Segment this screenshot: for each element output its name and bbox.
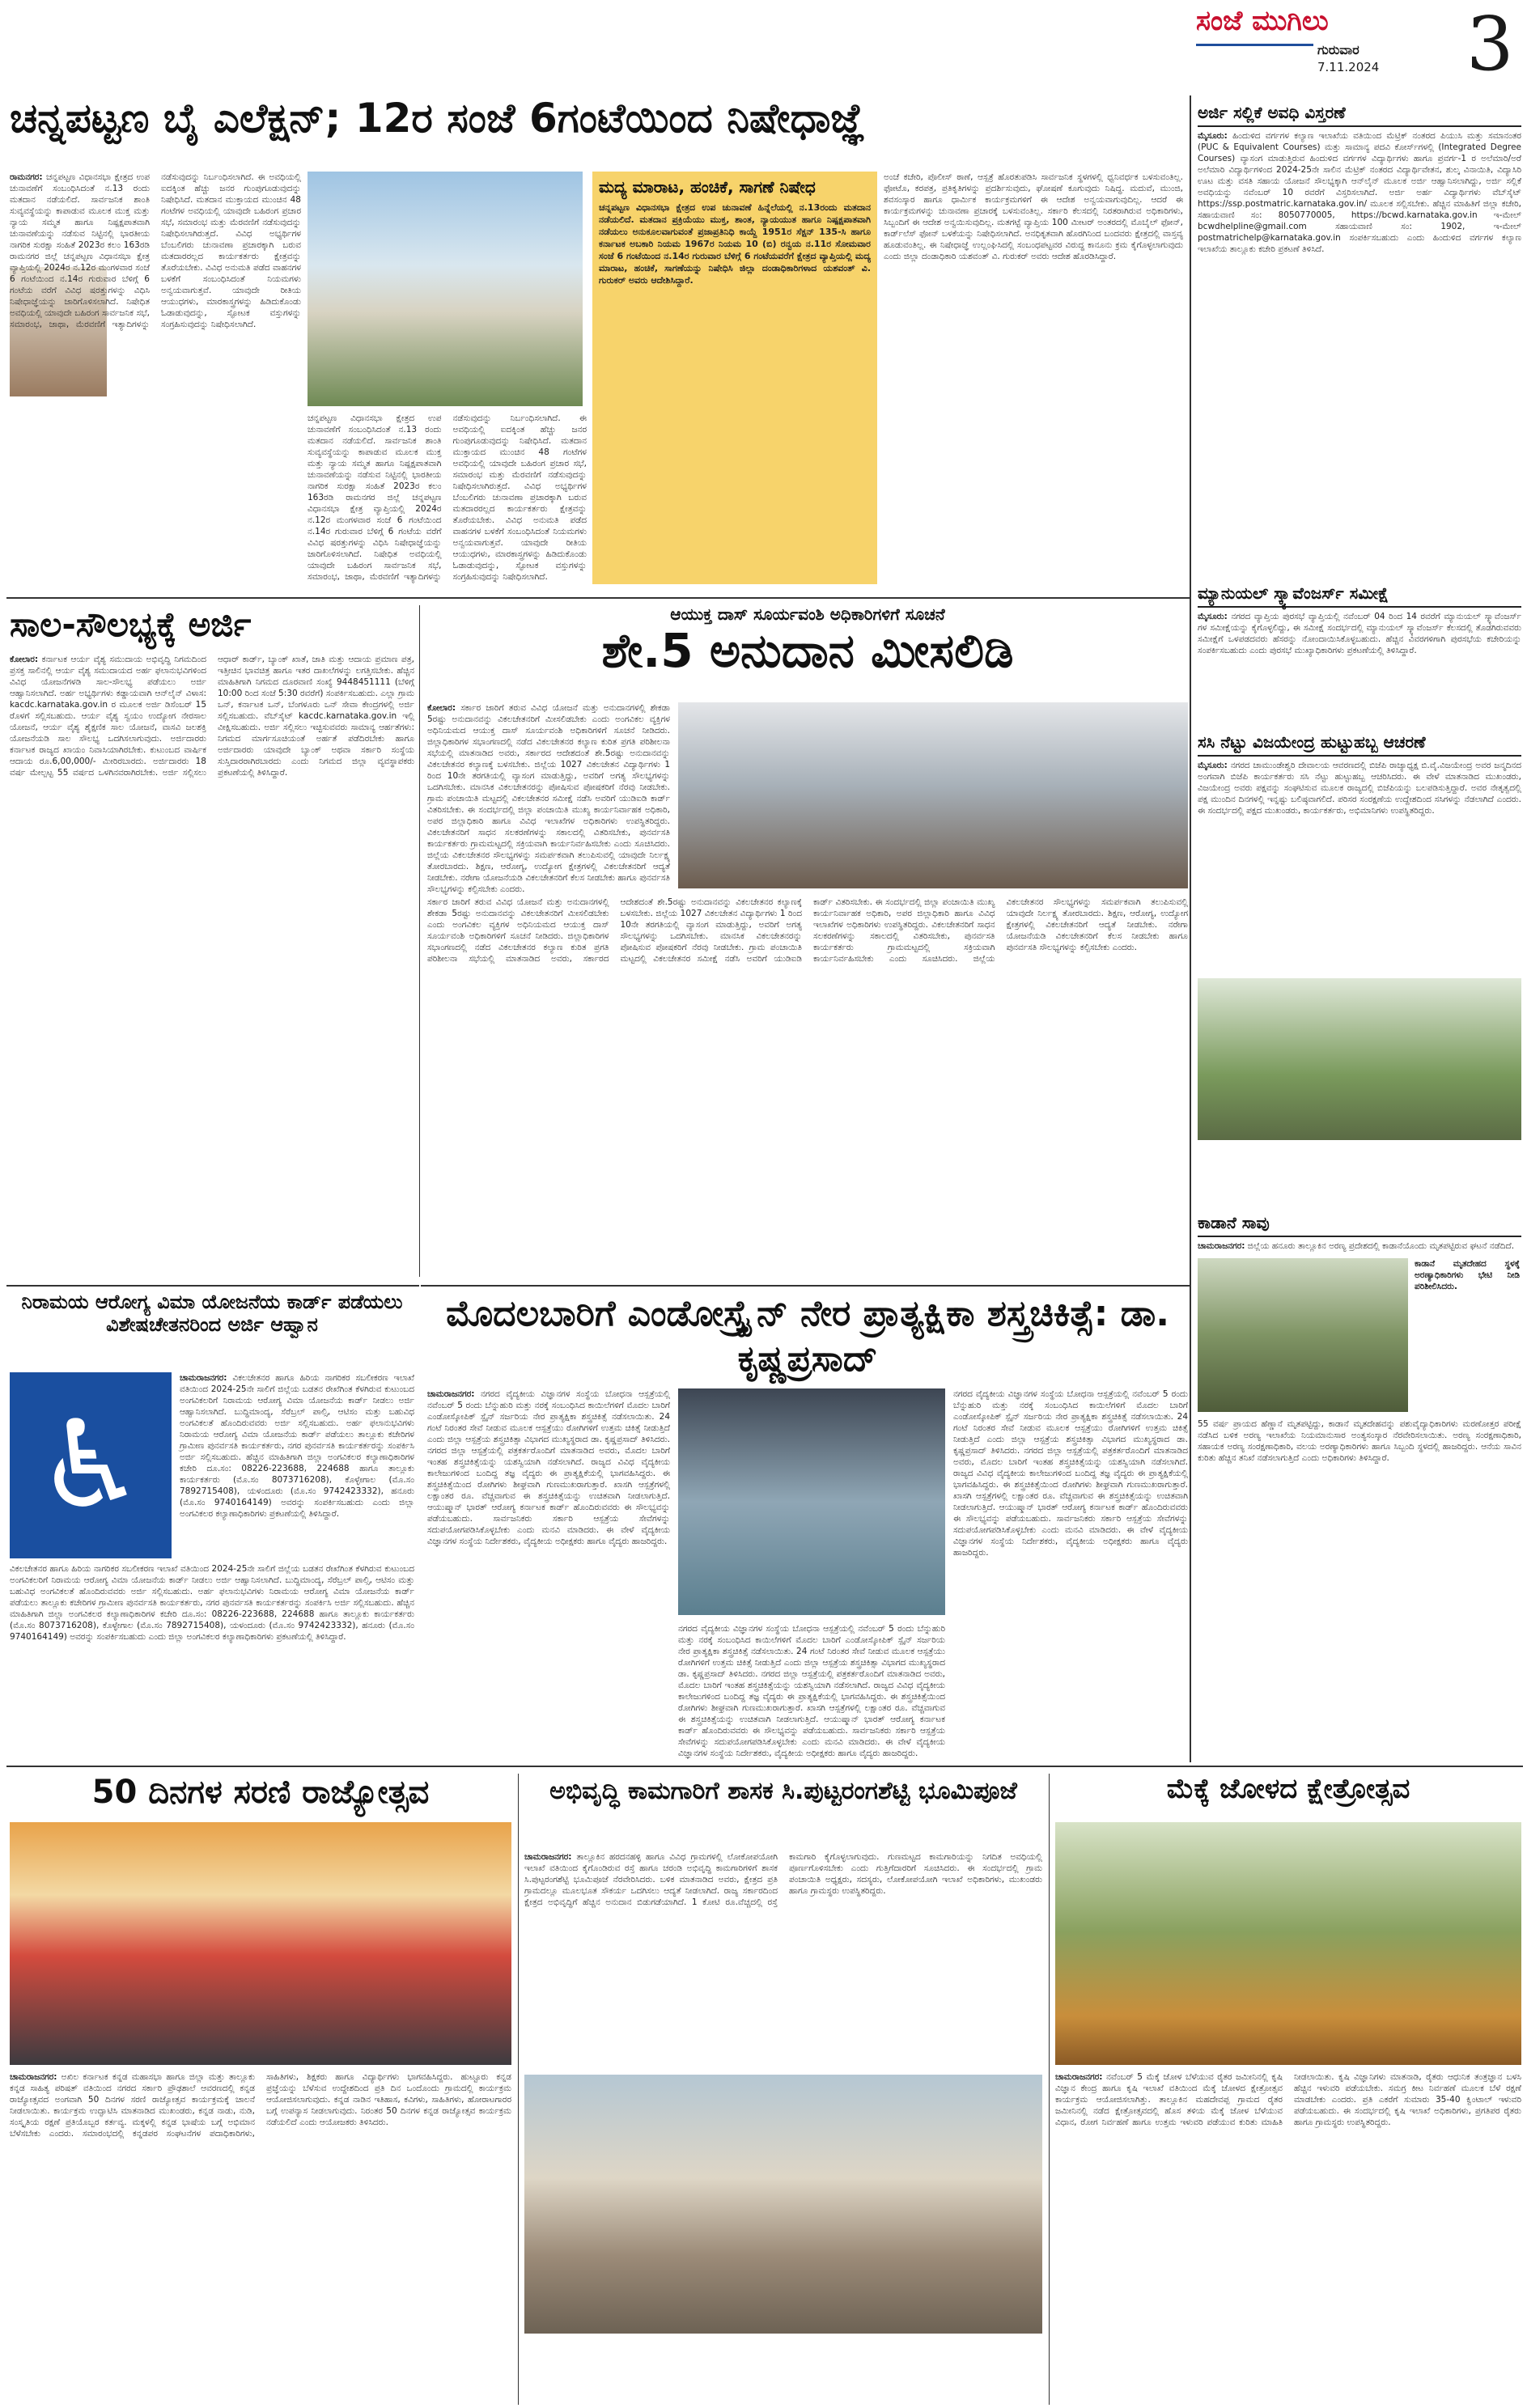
liquor-ban-box [592,172,877,584]
article-rajyotsava [10,1774,511,2405]
article-elephant-death [1198,1214,1521,1772]
article-title: ಸಾಲ-ಸೌಲಭ್ಯಕ್ಕೆ ಅರ್ಜಿ [10,605,252,644]
dateline: ಚಾಮರಾಜನಗರ: [1198,1241,1245,1251]
top-story-side: ಅಂಚೆ ಕಚೇರಿ, ಪೊಲೀಸ್ ಠಾಣೆ, ಆಸ್ಪತ್ರೆ ಹೊರತುಪಡಿಸಿ ಸಾರ್ವಜನಿಕ ಸ್ಥಳಗಳಲ್ಲಿ ಧ್ವನಿವರ್ಧಕ ಬಳಸುವಂತಿಲ್ಲ. ಫೋಟೊ, ಕರಪತ್ರ, ಪ್ರತಿಕೃತಿಗಳನ್ನು ಪ್ರದರ್ಶಿಸುವುದು, ಘೋಷಣೆ ಕೂಗುವುದು ನಿಷಿದ್ಧ. ಮದುವೆ, ಮುಂಜಿ, ಶವಸಂಸ್ಕಾರ ಹಾಗೂ ಧಾರ್ಮಿಕ ಕಾರ್ಯಕ್ರಮಗಳಿಗೆ ಈ ಆದೇಶ ಅನ್ವಯವಾಗುವುದಿಲ್ಲ. ಆದರೆ ಈ ಕಾರ್ಯಕ್ರಮಗಳನ್ನು ಚುನಾವಣಾ ಪ್ರಚಾರಕ್ಕೆ ಬಳಸುವಂತಿಲ್ಲ. ಸರ್ಕಾರಿ ಕೆಲಸದಲ್ಲಿ ನಿರತರಾಗಿರುವ ಅಧಿಕಾರಿಗಳು, ಸಿಬ್ಬಂದಿಗೆ ಈ ಆದೇಶ ಅನ್ವಯಿಸುವುದಿಲ್ಲ. ಮತಗಟ್ಟೆ ವ್ಯಾಪ್ತಿಯ 100 ಮೀಟರ್ ಅಂತರದಲ್ಲಿ ಮೊಬೈಲ್ ಫೋನ್, ಕಾರ್ಡ್‌ಲೆಸ್ ಫೋನ್ ಬಳಕೆಯನ್ನು ನಿಷೇಧಿಸಲಾಗಿದೆ. ಅನಧಿಕೃತವಾಗಿ ಹೊರಗಿನಿಂದ ಬಂದವರು ಕ್ಷೇತ್ರದಲ್ಲಿ ವಾಸ್ತವ್ಯ ಹೂಡುವಂತಿಲ್ಲ. ಈ ನಿಷೇಧಾಜ್ಞೆ ಉಲ್ಲಂಘಿಸಿದಲ್ಲಿ ಸಂಬಂಧಪಟ್ಟವರ ವಿರುದ್ಧ ಕಾನೂನು ಕ್ರಮ ಕೈಗೊಳ್ಳಲಾಗುವುದು ಎಂದು ಜಿಲ್ಲಾ ದಂಡಾಧಿಕಾರಿ ಯಶವಂತ್ ವಿ. ಗುರುಕರ್ ಅವರು ಆದೇಶ ಹೊರಡಿಸಿದ್ದಾರೆ. [884,172,1183,261]
article-scavengers-survey [1198,584,1521,730]
body-text: ಕರ್ನಾಟಕ ಆರ್ಯ ವೈಶ್ಯ ಸಮುದಾಯ ಅಭಿವೃದ್ಧಿ ನಿಗಮದಿಂದ ಪ್ರಸಕ್ತ ಸಾಲಿನಲ್ಲಿ ಆರ್ಯ ವೈಶ್ಯ ಸಮುದಾಯದ ಅರ್ಹ ಫಲಾನುಭವಿಗಳಿಂದ ವಿವಿಧ ಯೋಜನೆಗಳಡಿ ಸಾಲ-ಸೌಲಭ್ಯ ಪಡೆಯಲು ಅರ್ಜಿ ಆಹ್ವಾನಿಸಲಾಗಿದೆ. ಅರ್ಹ ಅಭ್ಯರ್ಥಿಗಳು ಕಡ್ಡಾಯವಾಗಿ ಆನ್‌ಲೈನ್ ವಿಳಾಸ: kacdc.karnataka.gov.in ರ ಮೂಲಕ ಅರ್ಜಿ ಡಿಸೆಂಬರ್ 15 ರೊಳಗೆ ಸಲ್ಲಿಸಬಹುದು. ಆರ್ಯ ವೈಶ್ಯ ಸ್ವಯಂ ಉದ್ಯೋಗ ನೇರಸಾಲ ಯೋಜನೆ, ಆರ್ಯ ವೈಶ್ಯ ಶೈಕ್ಷಣಿಕ ಸಾಲ ಯೋಜನೆ, ವಾಸವಿ ಜಲಶಕ್ತಿ ಯೋಜನೆಯಡಿ ಸಾಲ ಸೌಲಭ್ಯ ಒದಗಿಸಲಾಗುವುದು. ಅರ್ಜಿದಾರರು ಕರ್ನಾಟಕ ರಾಜ್ಯದ ಖಾಯಂ ನಿವಾಸಿಯಾಗಿರಬೇಕು. ಕುಟುಂಬದ ವಾರ್ಷಿಕ ಆದಾಯ ರೂ.6,00,000/- ಮೀರಿರಬಾರದು. ಅರ್ಜಿದಾರರು 18 ವರ್ಷ ಮೇಲ್ಪಟ್ಟ 55 ವರ್ಷದ ಒಳಗಿನವರಾಗಿರಬೇಕು. ಅರ್ಜಿ ಸಲ್ಲಿಸಲು ಆಧಾರ್ ಕಾರ್ಡ್, ಬ್ಯಾಂಕ್ ಖಾತೆ, ಜಾತಿ ಮತ್ತು ಆದಾಯ ಪ್ರಮಾಣ ಪತ್ರ, ಇತ್ತೀಚಿನ ಭಾವಚಿತ್ರ ಹಾಗೂ ಇತರ ದಾಖಲೆಗಳನ್ನು ಲಗತ್ತಿಸಬೇಕು. ಹೆಚ್ಚಿನ ಮಾಹಿತಿಗಾಗಿ ನಿಗಮದ ದೂರವಾಣಿ ಸಂಖ್ಯೆ 9448451111 (ಬೆಳಿಗ್ಗೆ 10:00 ರಿಂದ ಸಂಜೆ 5:30 ರವರೆಗೆ) ಸಂಪರ್ಕಿಸಬಹುದು. ಎಲ್ಲಾ ಗ್ರಾಮ ಒನ್, ಕರ್ನಾಟಕ ಒನ್, ಬೆಂಗಳೂರು ಒನ್ ಸೇವಾ ಕೇಂದ್ರಗಳಲ್ಲಿ ಅರ್ಜಿ ಸಲ್ಲಿಸಬಹುದು. ವೆಬ್‌ಸೈಟ್ kacdc.karnataka.gov.in ಇಲ್ಲಿ ವೀಕ್ಷಿಸಬಹುದು. ಅರ್ಜಿ ಸಲ್ಲಿಸಲು ಇಚ್ಛಿಸುವವರು ಸಾಮಾನ್ಯ ಆರ್ಹತೆಗಳು: ನಿಗಮದ ಮಾರ್ಗಸೂಚಿಯಂತೆ ಅರ್ಹತೆ ಪಡೆದಿರಬೇಕು ಹಾಗೂ ಅರ್ಜಿದಾರರು ಯಾವುದೇ ಬ್ಯಾಂಕ್ ಅಥವಾ ಸರ್ಕಾರಿ ಸಂಸ್ಥೆಯ ಸುಸ್ತಿದಾರರಾಗಿರಬಾರದು ಎಂದು ನಿಗಮದ ಜಿಲ್ಲಾ ವ್ಯವಸ್ಥಾಪಕರು ಪ್ರಕಟಣೆಯಲ್ಲಿ ತಿಳಿಸಿದ್ದಾರೆ. [10,655,414,778]
body-text: ಹಿಂದುಳಿದ ವರ್ಗಗಳ ಕಲ್ಯಾಣ ಇಲಾಖೆಯ ವತಿಯಿಂದ ಮೆಟ್ರಿಕ್ ನಂತರದ ಪಿಯುಸಿ ಮತ್ತು ಸಮಾನಂತರ (PUC & Equivalent Courses) ಮತ್ತು ಸಾಮಾನ್ಯ ಪದವಿ ಕೋರ್ಸ್‌ಗಳಲ್ಲಿ (Integrated Degree Courses) ವ್ಯಾಸಂಗ ಮಾಡುತ್ತಿರುವ ಹಿಂದುಳಿದ ವರ್ಗಗಳ ವಿದ್ಯಾರ್ಥಿಗಳು ಹಾಗೂ ಪ್ರವರ್ಗ-1 ರ ಅಲೆಮಾರಿ/ಅರೆ ಅಲೆಮಾರಿ ವಿದ್ಯಾರ್ಥಿಗಳಿಂದ 2024-25ನೇ ಸಾಲಿನ ಮೆಟ್ರಿಕ್ ನಂತರದ ವಿದ್ಯಾರ್ಥಿವೇತನ, ಶುಲ್ಕ ವಿನಾಯಿತಿ, ವಿದ್ಯಾಸಿರಿ ಊಟ ಮತ್ತು ವಸತಿ ಸಹಾಯ ಯೋಜನೆ ಸೌಲಭ್ಯಕ್ಕಾಗಿ ಆನ್‌ಲೈನ್ ಮೂಲಕ ಅರ್ಜಿ ಆಹ್ವಾನಿಸಲಾಗಿದ್ದು, ಅರ್ಜಿ ಸಲ್ಲಿಕೆ ಅವಧಿಯನ್ನು ನವೆಂಬರ್ 10 ರವರೆಗೆ ವಿಸ್ತರಿಸಲಾಗಿದೆ. ಅರ್ಜಿ ಅರ್ಹ ವಿದ್ಯಾರ್ಥಿಗಳು ವೆಬ್‌ಸೈಟ್ https://ssp.postmatric.karnataka.gov.in/ ಮೂಲಕ ಸಲ್ಲಿಸಬೇಕು. ಹೆಚ್ಚಿನ ಮಾಹಿತಿಗೆ ಜಿಲ್ಲಾ ಕಚೇರಿ, ಸಹಾಯವಾಣಿ ಸಂ: 8050770005, https://bcwd.karnataka.gov.in ಇ-ಮೇಲ್ bcwdhelpline@gmail.com ಸಹಾಯವಾಣಿ ಸಂ: 1902, ಇ-ಮೇಲ್ postmatrichelp@karnataka.gov.in ಸಂಪರ್ಕಿಸಬಹುದು ಎಂದು ಹಿಂದುಳಿದ ವರ್ಗಗಳ ಕಲ್ಯಾಣ ಇಲಾಖೆಯ ತಾಲ್ಲೂಕು ಕಚೇರಿ ಪ್ರಕಟಣೆ ತಿಳಿಸಿದೆ. [1198,131,1521,254]
dateline: ಚಾಮರಾಜನಗರ: [1055,2072,1103,2082]
article-loan [10,605,414,1277]
article-health-card [10,1291,414,1761]
dateline: ಚಾಮರಾಜನಗರ: [524,1852,572,1862]
article-endoscopy [427,1291,1188,1761]
elephant-photo [1198,1258,1408,1412]
article-title: ಮೊದಲಬಾರಿಗೆ ಎಂಡೋಸ್ಕ್ರೈನ್ ನೇರ ಪ್ರಾತ್ಯಕ್ಷಿಕಾ ಶಸ್ತ್ರಚಿಕಿತ್ಸೆ: ಡಾ. ಕೃಷ್ಣಪ್ರಸಾದ್ [446,1293,1169,1380]
masthead-title: ಸಂಜೆ ಮುಗಿಲು [1196,5,1329,37]
body-text: ಅಖಿಲ ಕರ್ನಾಟಕ ಕನ್ನಡ ಮಹಾಸಭಾ ಹಾಗೂ ಜಿಲ್ಲಾ ಮತ್ತು ತಾಲ್ಲೂಕು ಕನ್ನಡ ಸಾಹಿತ್ಯ ಪರಿಷತ್ ವತಿಯಿಂದ ನಗರದ ಸರ್ಕಾರಿ ಪ್ರೌಢಶಾಲೆ ಆವರಣದಲ್ಲಿ ಕನ್ನಡ ರಾಜ್ಯೋತ್ಸವದ ಅಂಗವಾಗಿ 50 ದಿನಗಳ ಸರಣಿ ರಾಜ್ಯೋತ್ಸವ ಕಾರ್ಯಕ್ರಮಕ್ಕೆ ಚಾಲನೆ ನೀಡಲಾಯಿತು. ಕಾರ್ಯಕ್ರಮ ಉದ್ಘಾಟಿಸಿ ಮಾತನಾಡಿದ ಮುಖಂಡರು, ಕನ್ನಡ ನಾಡು, ನುಡಿ, ಸಂಸ್ಕೃತಿಯ ರಕ್ಷಣೆ ಪ್ರತಿಯೊಬ್ಬರ ಕರ್ತವ್ಯ. ಮಕ್ಕಳಲ್ಲಿ ಕನ್ನಡ ಭಾಷೆಯ ಬಗ್ಗೆ ಅಭಿಮಾನ ಬೆಳೆಸಬೇಕು ಎಂದರು. ಸಮಾರಂಭದಲ್ಲಿ ಕನ್ನಡಪರ ಸಂಘಟನೆಗಳ ಪದಾಧಿಕಾರಿಗಳು, ಸಾಹಿತಿಗಳು, ಶಿಕ್ಷಕರು ಹಾಗೂ ವಿದ್ಯಾರ್ಥಿಗಳು ಭಾಗವಹಿಸಿದ್ದರು. ಹುಟ್ಟೂರು ಕನ್ನಡ ಪ್ರಜ್ಞೆಯನ್ನು ಬೆಳೆಸುವ ಉದ್ದೇಶದಿಂದ ಪ್ರತಿ ದಿನ ಒಂದೊಂದು ಗ್ರಾಮದಲ್ಲಿ ಕಾರ್ಯಕ್ರಮ ಆಯೋಜಿಸಲಾಗುವುದು. ಕನ್ನಡ ನಾಡಿನ ಇತಿಹಾಸ, ಕವಿಗಳು, ಸಾಹಿತಿಗಳು, ಹೋರಾಟಗಾರರ ಬಗ್ಗೆ ಉಪನ್ಯಾಸ ನೀಡಲಾಗುವುದು. ನಿರಂತರ 50 ದಿನಗಳ ಕನ್ನಡ ರಾಜ್ಯೋತ್ಸವ ಕಾರ್ಯಕ್ರಮ ನಡೆಯಲಿದೆ ಎಂದು ಆಯೋಜಕರು ತಿಳಿಸಿದರು. [10,2072,511,2139]
body-text-3: ನಗರದ ವೈದ್ಯಕೀಯ ವಿಜ್ಞಾನಗಳ ಸಂಸ್ಥೆಯ ಬೋಧನಾ ಆಸ್ಪತ್ರೆಯಲ್ಲಿ ನವೆಂಬರ್ 5 ರಂದು ಬೆನ್ನುಹುರಿ ಮತ್ತು ನರಕ್ಕೆ ಸಂಬಂಧಿಸಿದ ಕಾಯಿಲೆಗಳಿಗೆ ಮೊದಲ ಬಾರಿಗೆ ಎಂಡೋಸ್ಕೋಪಿಕ್ ಸ್ಪೈನ್ ಸರ್ಜರಿಯ ನೇರ ಪ್ರಾತ್ಯಕ್ಷಿಕಾ ಶಸ್ತ್ರಚಿಕಿತ್ಸೆ ನಡೆಸಲಾಯಿತು. 24 ಗಂಟೆ ನಿರಂತರ ಸೇವೆ ನೀಡುವ ಮೂಲಕ ಆಸ್ಪತ್ರೆಯು ರೋಗಿಗಳಿಗೆ ಉತ್ತಮ ಚಿಕಿತ್ಸೆ ನೀಡುತ್ತಿದೆ ಎಂದು ಜಿಲ್ಲಾ ಆಸ್ಪತ್ರೆಯ ಶಸ್ತ್ರಚಿಕಿತ್ಸಾ ವಿಭಾಗದ ಮುಖ್ಯಸ್ಥರಾದ ಡಾ. ಕೃಷ್ಣಪ್ರಸಾದ್ ತಿಳಿಸಿದರು. ನಗರದ ಜಿಲ್ಲಾ ಆಸ್ಪತ್ರೆಯಲ್ಲಿ ಪತ್ರಕರ್ತರೊಂದಿಗೆ ಮಾತನಾಡಿದ ಅವರು, ಮೊದಲ ಬಾರಿಗೆ ಇಂತಹ ಶಸ್ತ್ರಚಿಕಿತ್ಸೆಯನ್ನು ಯಶಸ್ವಿಯಾಗಿ ನಡೆಸಲಾಗಿದೆ. ರಾಜ್ಯದ ವಿವಿಧ ವೈದ್ಯಕೀಯ ಕಾಲೇಜುಗಳಿಂದ ಬಂದಿದ್ದ ತಜ್ಞ ವೈದ್ಯರು ಈ ಪ್ರಾತ್ಯಕ್ಷಿಕೆಯಲ್ಲಿ ಭಾಗವಹಿಸಿದ್ದರು. ಈ ಶಸ್ತ್ರಚಿಕಿತ್ಸೆಯಿಂದ ರೋಗಿಗಳು ಶೀಘ್ರವಾಗಿ ಗುಣಮುಖರಾಗುತ್ತಾರೆ. ಖಾಸಗಿ ಆಸ್ಪತ್ರೆಗಳಲ್ಲಿ ಲಕ್ಷಾಂತರ ರೂ. ವೆಚ್ಚವಾಗುವ ಈ ಶಸ್ತ್ರಚಿಕಿತ್ಸೆಯನ್ನು ಉಚಿತವಾಗಿ ನೀಡಲಾಗುತ್ತಿದೆ. ಆಯುಷ್ಮಾನ್ ಭಾರತ್ ಆರೋಗ್ಯ ಕರ್ನಾಟಕ ಕಾರ್ಡ್ ಹೊಂದಿರುವವರು ಈ ಸೌಲಭ್ಯವನ್ನು ಪಡೆಯಬಹುದು. ಸಾರ್ವಜನಿಕರು ಸರ್ಕಾರಿ ಆಸ್ಪತ್ರೆಯ ಸೇವೆಗಳನ್ನು ಸದುಪಯೋಗಪಡಿಸಿಕೊಳ್ಳಬೇಕು ಎಂದು ಮನವಿ ಮಾಡಿದರು. ಈ ವೇಳೆ ವೈದ್ಯಕೀಯ ವಿಜ್ಞಾನಗಳ ಸಂಸ್ಥೆಯ ನಿರ್ದೇಶಕರು, ವೈದ್ಯಕೀಯ ಅಧೀಕ್ಷಕರು ಹಾಗೂ ವೈದ್ಯರು ಹಾಜರಿದ್ದರು. [953,1389,1188,1558]
masthead-day: ಗುರುವಾರ [1317,42,1359,57]
body-text: ನಗರದ ವೈದ್ಯಕೀಯ ವಿಜ್ಞಾನಗಳ ಸಂಸ್ಥೆಯ ಬೋಧನಾ ಆಸ್ಪತ್ರೆಯಲ್ಲಿ ನವೆಂಬರ್ 5 ರಂದು ಬೆನ್ನುಹುರಿ ಮತ್ತು ನರಕ್ಕೆ ಸಂಬಂಧಿಸಿದ ಕಾಯಿಲೆಗಳಿಗೆ ಮೊದಲ ಬಾರಿಗೆ ಎಂಡೋಸ್ಕೋಪಿಕ್ ಸ್ಪೈನ್ ಸರ್ಜರಿಯ ನೇರ ಪ್ರಾತ್ಯಕ್ಷಿಕಾ ಶಸ್ತ್ರಚಿಕಿತ್ಸೆ ನಡೆಸಲಾಯಿತು. 24 ಗಂಟೆ ನಿರಂತರ ಸೇವೆ ನೀಡುವ ಮೂಲಕ ಆಸ್ಪತ್ರೆಯು ರೋಗಿಗಳಿಗೆ ಉತ್ತಮ ಚಿಕಿತ್ಸೆ ನೀಡುತ್ತಿದೆ ಎಂದು ಜಿಲ್ಲಾ ಆಸ್ಪತ್ರೆಯ ಶಸ್ತ್ರಚಿಕಿತ್ಸಾ ವಿಭಾಗದ ಮುಖ್ಯಸ್ಥರಾದ ಡಾ. ಕೃಷ್ಣಪ್ರಸಾದ್ ತಿಳಿಸಿದರು. ನಗರದ ಜಿಲ್ಲಾ ಆಸ್ಪತ್ರೆಯಲ್ಲಿ ಪತ್ರಕರ್ತರೊಂದಿಗೆ ಮಾತನಾಡಿದ ಅವರು, ಮೊದಲ ಬಾರಿಗೆ ಇಂತಹ ಶಸ್ತ್ರಚಿಕಿತ್ಸೆಯನ್ನು ಯಶಸ್ವಿಯಾಗಿ ನಡೆಸಲಾಗಿದೆ. ರಾಜ್ಯದ ವಿವಿಧ ವೈದ್ಯಕೀಯ ಕಾಲೇಜುಗಳಿಂದ ಬಂದಿದ್ದ ತಜ್ಞ ವೈದ್ಯರು ಈ ಪ್ರಾತ್ಯಕ್ಷಿಕೆಯಲ್ಲಿ ಭಾಗವಹಿಸಿದ್ದರು. ಈ ಶಸ್ತ್ರಚಿಕಿತ್ಸೆಯಿಂದ ರೋಗಿಗಳು ಶೀಘ್ರವಾಗಿ ಗುಣಮುಖರಾಗುತ್ತಾರೆ. ಖಾಸಗಿ ಆಸ್ಪತ್ರೆಗಳಲ್ಲಿ ಲಕ್ಷಾಂತರ ರೂ. ವೆಚ್ಚವಾಗುವ ಈ ಶಸ್ತ್ರಚಿಕಿತ್ಸೆಯನ್ನು ಉಚಿತವಾಗಿ ನೀಡಲಾಗುತ್ತಿದೆ. ಆಯುಷ್ಮಾನ್ ಭಾರತ್ ಆರೋಗ್ಯ ಕರ್ನಾಟಕ ಕಾರ್ಡ್ ಹೊಂದಿರುವವರು ಈ ಸೌಲಭ್ಯವನ್ನು ಪಡೆಯಬಹುದು. ಸಾರ್ವಜನಿಕರು ಸರ್ಕಾರಿ ಆಸ್ಪತ್ರೆಯ ಸೇವೆಗಳನ್ನು ಸದುಪಯೋಗಪಡಿಸಿಕೊಳ್ಳಬೇಕು ಎಂದು ಮನವಿ ಮಾಡಿದರು. ಈ ವೇಳೆ ವೈದ್ಯಕೀಯ ವಿಜ್ಞಾನಗಳ ಸಂಸ್ಥೆಯ ನಿರ್ದೇಶಕರು, ವೈದ್ಯಕೀಯ ಅಧೀಕ್ಷಕರು ಹಾಗೂ ವೈದ್ಯರು ಹಾಜರಿದ್ದರು. [427,1389,670,1546]
body-text: ಸರ್ಕಾರ ಜಾರಿಗೆ ತರುವ ವಿವಿಧ ಯೋಜನೆ ಮತ್ತು ಅನುದಾನಗಳಲ್ಲಿ ಶೇಕಡಾ 5ರಷ್ಟು ಅನುದಾನವನ್ನು ವಿಕಲಚೇತನರಿಗೆ ಮೀಸಲಿಡಬೇಕು ಎಂದು ಅಂಗವಿಕಲ ವ್ಯಕ್ತಿಗಳ ಅಧಿನಿಯಮದ ಆಯುಕ್ತ ದಾಸ್ ಸೂರ್ಯವಂಶಿ ಅಧಿಕಾರಿಗಳಿಗೆ ಸೂಚನೆ ನೀಡಿದರು. ಜಿಲ್ಲಾಧಿಕಾರಿಗಳ ಸಭಾಂಗಣದಲ್ಲಿ ನಡೆದ ವಿಕಲಚೇತನರ ಕಲ್ಯಾಣ ಕುರಿತ ಪ್ರಗತಿ ಪರಿಶೀಲನಾ ಸಭೆಯಲ್ಲಿ ಮಾತನಾಡಿದ ಅವರು, ಸರ್ಕಾರದ ಆದೇಶದಂತೆ ಶೇ.5ರಷ್ಟು ಅನುದಾನವನ್ನು ವಿಕಲಚೇತನರ ಕಲ್ಯಾಣಕ್ಕೆ ಬಳಸಬೇಕು. ಜಿಲ್ಲೆಯ 1027 ವಿಕಲಚೇತನ ವಿದ್ಯಾರ್ಥಿಗಳು 1 ರಿಂದ 10ನೇ ತರಗತಿಯಲ್ಲಿ ವ್ಯಾಸಂಗ ಮಾಡುತ್ತಿದ್ದು, ಅವರಿಗೆ ಅಗತ್ಯ ಸೌಲಭ್ಯಗಳನ್ನು ಒದಗಿಸಬೇಕು. ಮಾನಸಿಕ ವಿಕಲಚೇತನರನ್ನು ಪೋಷಿಸುವ ಪೋಷಕರಿಗೆ ನೆರವು ನೀಡಬೇಕು. ಗ್ರಾಮ ಪಂಚಾಯಿತಿ ಮಟ್ಟದಲ್ಲಿ ವಿಕಲಚೇತನರ ಸಮೀಕ್ಷೆ ನಡೆಸಿ ಅವರಿಗೆ ಯುಡಿಐಡಿ ಕಾರ್ಡ್ ವಿತರಿಸಬೇಕು. ಈ ಸಂದರ್ಭದಲ್ಲಿ ಜಿಲ್ಲಾ ಪಂಚಾಯಿತಿ ಮುಖ್ಯ ಕಾರ್ಯನಿರ್ವಾಹಕ ಅಧಿಕಾರಿ, ಅಪರ ಜಿಲ್ಲಾಧಿಕಾರಿ ಹಾಗೂ ವಿವಿಧ ಇಲಾಖೆಗಳ ಅಧಿಕಾರಿಗಳು ಉಪಸ್ಥಿತರಿದ್ದರು. ವಿಕಲಚೇತನರಿಗೆ ಸಾಧನ ಸಲಕರಣೆಗಳನ್ನು ಸಕಾಲದಲ್ಲಿ ವಿತರಿಸಬೇಕು, ಪುನರ್ವಸತಿ ಕಾರ್ಯಕರ್ತರು ಗ್ರಾಮಮಟ್ಟದಲ್ಲಿ ಸಕ್ರಿಯವಾಗಿ ಕಾರ್ಯನಿರ್ವಹಿಸಬೇಕು ಎಂದು ಸೂಚಿಸಿದರು. ಜಿಲ್ಲೆಯ ವಿಕಲಚೇತನರ ಸೌಲಭ್ಯಗಳನ್ನು ಸಮರ್ಪಕವಾಗಿ ತಲುಪಿಸುವಲ್ಲಿ ಯಾವುದೇ ನಿರ್ಲಕ್ಷ್ಯ ತೋರಬಾರದು. ಶಿಕ್ಷಣ, ಆರೋಗ್ಯ, ಉದ್ಯೋಗ ಕ್ಷೇತ್ರಗಳಲ್ಲಿ ವಿಕಲಚೇತನರಿಗೆ ಆದ್ಯತೆ ನೀಡಬೇಕು. ನರೇಗಾ ಯೋಜನೆಯಡಿ ವಿಕಲಚೇತನರಿಗೆ ಕೆಲಸ ನೀಡಬೇಕು ಹಾಗೂ ಪುನರ್ವಸತಿ ಸೌಲಭ್ಯಗಳನ್ನು ಕಲ್ಪಿಸಬೇಕು ಎಂದರು. [427,703,670,894]
divider [518,1774,519,2405]
body-text-2: ವಿಕಲಚೇತನರ ಹಾಗೂ ಹಿರಿಯ ನಾಗರಿಕರ ಸಬಲೀಕರಣ ಇಲಾಖೆ ವತಿಯಿಂದ 2024-25ನೇ ಸಾಲಿಗೆ ಜಿಲ್ಲೆಯ ಬಡತನ ರೇಖೆಗಿಂತ ಕೆಳಗಿರುವ ಕುಟುಂಬದ ಅಂಗವಿಕಲರಿಗೆ ನಿರಾಮಯ ಆರೋಗ್ಯ ವಿಮಾ ಯೋಜನೆಯ ಕಾರ್ಡ್ ನೀಡಲು ಅರ್ಜಿ ಆಹ್ವಾನಿಸಲಾಗಿದೆ. ಬುದ್ಧಿಮಾಂದ್ಯ, ಸೆರೆಬ್ರಲ್ ಪಾಲ್ಸಿ, ಆಟಿಸಂ ಮತ್ತು ಬಹುವಿಧ ಅಂಗವಿಕಲತೆ ಹೊಂದಿರುವವರು ಅರ್ಜಿ ಸಲ್ಲಿಸಬಹುದು. ಅರ್ಹ ಫಲಾನುಭವಿಗಳು ನಿರಾಮಯ ಆರೋಗ್ಯ ವಿಮಾ ಯೋಜನೆಯ ಕಾರ್ಡ್ ಪಡೆಯಲು ತಾಲ್ಲೂಕು ಕಚೇರಿಗಳ ಗ್ರಾಮೀಣ ಪುನರ್ವಸತಿ ಕಾರ್ಯಕರ್ತರು, ನಗರ ಪುನರ್ವಸತಿ ಕಾರ್ಯಕರ್ತರನ್ನು ಸಂಪರ್ಕಿಸಿ ಅರ್ಜಿ ಸಲ್ಲಿಸಬಹುದು. ಹೆಚ್ಚಿನ ಮಾಹಿತಿಗಾಗಿ ಜಿಲ್ಲಾ ಅಂಗವಿಕಲರ ಕಲ್ಯಾಣಾಧಿಕಾರಿಗಳ ಕಚೇರಿ ದೂ.ಸಂ: 08226-223688, 224688 ಹಾಗೂ ತಾಲ್ಲೂಕು ಕಾರ್ಯಕರ್ತರು (ಮೊ.ಸಂ 8073716208), ಕೊಳ್ಳೇಗಾಲ (ಮೊ.ಸಂ 7892715408), ಯಳಂದೂರು (ಮೊ.ಸಂ 9742423332), ಹನೂರು (ಮೊ.ಸಂ 9740164149) ಅವರನ್ನು ಸಂಪರ್ಕಿಸಬಹುದು ಎಂದು ಜಿಲ್ಲಾ ಅಂಗವಿಕಲರ ಕಲ್ಯಾಣಾಧಿಕಾರಿಗಳು ಪ್ರಕಟಣೆಯಲ್ಲಿ ತಿಳಿಸಿದ್ದಾರೆ. [10,1564,414,1642]
body-text: ನವೆಂಬರ್ 5 ಮೆಕ್ಕೆ ಜೋಳ ಬೆಳೆಯುವ ರೈತರ ಜಮೀನಿನಲ್ಲಿ ಕೃಷಿ ವಿಜ್ಞಾನ ಕೇಂದ್ರ ಹಾಗೂ ಕೃಷಿ ಇಲಾಖೆ ವತಿಯಿಂದ ಮೆಕ್ಕೆ ಜೋಳದ ಕ್ಷೇತ್ರೋತ್ಸವ ಕಾರ್ಯಕ್ರಮ ಆಯೋಜಿಸಲಾಗಿತ್ತು. ತಾಲ್ಲೂಕಿನ ಮಹದೇವಪ್ಪ ಗ್ರಾಮದ ರೈತರ ಜಮೀನಿನಲ್ಲಿ ನಡೆದ ಕ್ಷೇತ್ರೋತ್ಸವದಲ್ಲಿ ಹೊಸ ತಳಿಯ ಮೆಕ್ಕೆ ಜೋಳ ಬೆಳೆಯುವ ವಿಧಾನ, ರೋಗ ನಿರ್ವಹಣೆ ಹಾಗೂ ಉತ್ತಮ ಇಳುವರಿ ಪಡೆಯುವ ಕುರಿತು ಮಾಹಿತಿ ನೀಡಲಾಯಿತು. ಕೃಷಿ ವಿಜ್ಞಾನಿಗಳು ಮಾತನಾಡಿ, ರೈತರು ಆಧುನಿಕ ತಂತ್ರಜ್ಞಾನ ಬಳಸಿ ಹೆಚ್ಚಿನ ಇಳುವರಿ ಪಡೆಯಬೇಕು. ಸಮಗ್ರ ಕೀಟ ನಿರ್ವಹಣೆ ಮೂಲಕ ಬೆಳೆ ರಕ್ಷಣೆ ಮಾಡಬೇಕು ಎಂದರು. ಪ್ರತಿ ಎಕರೆಗೆ ಸುಮಾರು 35-40 ಕ್ವಿಂಟಾಲ್ ಇಳುವರಿ ಪಡೆಯಬಹುದು. ಈ ಸಂದರ್ಭದಲ್ಲಿ ಕೃಷಿ ಇಲಾಖೆ ಅಧಿಕಾರಿಗಳು, ಪ್ರಗತಿಪರ ರೈತರು ಹಾಗೂ ಗ್ರಾಮಸ್ಥರು ಉಪಸ್ಥಿತರಿದ್ದರು. [1055,2072,1521,2127]
dateline: ಚಾಮರಾಜನಗರ: [10,2072,57,2082]
dateline: ರಾಮನಗರ: [10,172,43,182]
dateline: ಚಾಮರಾಜನಗರ: [180,1373,227,1383]
wheelchair-icon: ♿ [10,1372,172,1558]
box-body: ಚನ್ನಪಟ್ಟಣ ವಿಧಾನಸಭಾ ಕ್ಷೇತ್ರದ ಉಪ ಚುನಾವಣೆ ಹಿನ್ನೆಲೆಯಲ್ಲಿ ನ.13ರಂದು ಮತದಾನ ನಡೆಯಲಿದೆ. ಮತದಾನ ಪ್ರಕ್ರಿಯೆಯು ಮುಕ್ತ, ಶಾಂತ, ನ್ಯಾಯಯುತ ಹಾಗೂ ನಿಷ್ಪಕ್ಷಪಾತವಾಗಿ ನಡೆಯಲು ಅನುಕೂಲವಾಗುವಂತೆ ಪ್ರಜಾಪ್ರತಿನಿಧಿ ಕಾಯ್ದೆ 1951ರ ಸೆಕ್ಷನ್ 135-ಸಿ ಹಾಗೂ ಕರ್ನಾಟಕ ಅಬಕಾರಿ ನಿಯಮ 1967ರ ನಿಯಮ 10 (ಬಿ) ರನ್ವಯ ನ.11ರ ಸೋಮವಾರ ಸಂಜೆ 6 ಗಂಟೆಯಿಂದ ನ.14ರ ಗುರುವಾರ ಬೆಳಿಗ್ಗೆ 6 ಗಂಟೆಯವರೆಗೆ ಕ್ಷೇತ್ರದ ವ್ಯಾಪ್ತಿಯಲ್ಲಿ ಮದ್ಯ ಮಾರಾಟ, ಹಂಚಿಕೆ, ಸಾಗಣೆಯನ್ನು ನಿಷೇಧಿಸಿ ಜಿಲ್ಲಾ ದಂಡಾಧಿಕಾರಿಗಳಾದ ಯಶವಂತ್ ವಿ. ಗುರುಕರ್ ಅವರು ಆದೇಶಿಸಿದ್ದಾರೆ. [599,202,871,286]
article-title: ಅಭಿವೃದ್ಧಿ ಕಾಮಗಾರಿಗೆ ಶಾಸಕ ಸಿ.ಪುಟ್ಟರಂಗಶೆಟ್ಟಿ ಭೂಮಿಪೂಜೆ [549,1777,1017,1805]
divider [6,1285,419,1287]
top-story-body [10,172,301,592]
top-story-body-2 [308,413,587,591]
body-text: ನಗರದ ವ್ಯಾಪ್ತಿಯ ಪುರಸಭೆ ವ್ಯಾಪ್ತಿಯಲ್ಲಿ ನವೆಂಬರ್ 04 ರಿಂದ 14 ರವರೆಗೆ ಮ್ಯಾನುಯಲ್ ಸ್ಕ್ಯಾವೆಂಜರ್ಸ್ ಗಳ ಸಮೀಕ್ಷೆಯನ್ನು ಕೈಗೊಳ್ಳಲಿದ್ದು, ಈ ಸಮೀಕ್ಷೆ ಸಂದರ್ಭದಲ್ಲಿ ಮ್ಯಾನುಯಲ್ ಸ್ಕ್ಯಾವೆಂಜರ್ಸ್ ಕೆಲಸದಲ್ಲಿ ತೊಡಗಿರುವವರು ಸಮೀಕ್ಷೆಗೆ ಒಳಪಡದವರು ಹೆಸರನ್ನು ನೋಂದಾಯಿಸಿಕೊಳ್ಳಬಹುದು. ಹೆಚ್ಚಿನ ವಿವರಗಳಿಗಾಗಿ ಪುರಸಭೆಯ ಕಚೇರಿಯನ್ನು ಸಂಪರ್ಕಿಸಬಹುದು ಎಂದು ಪುರಸಭೆ ಮುಖ್ಯಾಧಿಕಾರಿಗಳು ಪ್ರಕಟಣೆಯಲ್ಲಿ ತಿಳಿಸಿದ್ದಾರೆ. [1198,612,1521,655]
meeting-photo [678,702,1188,888]
divider [1049,1774,1050,2405]
article-title: ಅರ್ಜಿ ಸಲ್ಲಿಕೆ ಅವಧಿ ವಿಸ್ತರಣೆ [1198,104,1521,127]
masthead-date: 7.11.2024 [1317,60,1380,74]
photo-caption: ಕಾಡಾನೆ ಮೃತದೇಹದ ಸ್ಥಳಕ್ಕೆ ಅರಣ್ಯಾಧಿಕಾರಿಗಳು ಭೇಟಿ ನೀಡಿ ಪರಿಶೀಲಿಸಿದರು. [1415,1259,1520,1291]
dateline: ಮೈಸೂರು: [1198,761,1228,770]
maize-photo [1055,1822,1521,2065]
body-text: ಚನ್ನಪಟ್ಟಣ ವಿಧಾನಸಭಾ ಕ್ಷೇತ್ರದ ಉಪ ಚುನಾವಣೆಗೆ ಸಂಬಂಧಿಸಿದಂತೆ ನ.13 ರಂದು ಮತದಾನ ನಡೆಯಲಿದೆ. ಸಾರ್ವಜನಿಕ ಶಾಂತಿ ಸುವ್ಯವಸ್ಥೆಯನ್ನು ಕಾಪಾಡುವ ಮೂಲಕ ಮುಕ್ತ ಮತ್ತು ನ್ಯಾಯ ಸಮ್ಮತ ಹಾಗೂ ನಿಷ್ಪಕ್ಷಪಾತವಾಗಿ ಚುನಾವಣೆಯನ್ನು ನಡೆಸುವ ನಿಟ್ಟಿನಲ್ಲಿ ಭಾರತೀಯ ನಾಗರಿಕ ಸುರಕ್ಷಾ ಸಂಹಿತೆ 2023ರ ಕಲಂ 163ರಡಿ ರಾಮನಗರ ಜಿಲ್ಲೆ ಚನ್ನಪಟ್ಟಣ ವಿಧಾನಸಭಾ ಕ್ಷೇತ್ರ ವ್ಯಾಪ್ತಿಯಲ್ಲಿ 2024ರ ನ.12ರ ಮಂಗಳವಾರ ಸಂಜೆ 6 ಗಂಟೆಯಿಂದ ನ.14ರ ಗುರುವಾರ ಬೆಳಿಗ್ಗೆ 6 ಗಂಟೆಯ ವರೆಗೆ ವಿವಿಧ ಷರತ್ತುಗಳನ್ನು ವಿಧಿಸಿ ನಿಷೇಧಾಜ್ಞೆಯನ್ನು ಜಾರಿಗೊಳಿಸಲಾಗಿದೆ. ನಿಷೇಧಿತ ಅವಧಿಯಲ್ಲಿ ಯಾವುದೇ ಬಹಿರಂಗ ಸಾರ್ವಜನಿಕ ಸಭೆ, ಸಮಾರಂಭ, ಜಾಥಾ, ಮೆರವಣಿಗೆ ಇತ್ಯಾದಿಗಳನ್ನು ನಡೆಸುವುದನ್ನು ನಿರ್ಬಂಧಿಸಲಾಗಿದೆ. ಈ ಅವಧಿಯಲ್ಲಿ ಐದಕ್ಕಿಂತ ಹೆಚ್ಚು ಜನರ ಗುಂಪುಗೂಡುವುದನ್ನು ನಿಷೇಧಿಸಿದೆ. ಮತದಾನ ಮುಕ್ತಾಯದ ಮುಂಚಿನ 48 ಗಂಟೆಗಳ ಅವಧಿಯಲ್ಲಿ ಯಾವುದೇ ಬಹಿರಂಗ ಪ್ರಚಾರ ಸಭೆ, ಸಮಾರಂಭ ಮತ್ತು ಮೆರವಣಿಗೆ ನಡೆಸುವುದನ್ನು ನಿಷೇಧಿಸಲಾಗಿರುತ್ತದೆ. ವಿವಿಧ ಅಭ್ಯರ್ಥಿಗಳ ಬೆಂಬಲಿಗರು ಚುನಾವಣಾ ಪ್ರಚಾರಕ್ಕಾಗಿ ಬರುವ ಮತದಾರರಲ್ಲದ ಕಾರ್ಯಕರ್ತರು ಕ್ಷೇತ್ರವನ್ನು ತೊರೆಯಬೇಕು. ವಿವಿಧ ಅನುಮತಿ ಪಡೆದ ವಾಹನಗಳ ಬಳಕೆಗೆ ಸಂಬಂಧಿಸಿದಂತೆ ನಿಯಮಗಳು ಅನ್ವಯವಾಗುತ್ತವೆ. ಯಾವುದೇ ರೀತಿಯ ಆಯುಧಗಳು, ಮಾರಕಾಸ್ತ್ರಗಳನ್ನು ಹಿಡಿದುಕೊಂಡು ಓಡಾಡುವುದನ್ನು, ಸ್ಫೋಟಕ ವಸ್ತುಗಳನ್ನು ಸಂಗ್ರಹಿಸುವುದನ್ನು ನಿಷೇಧಿಸಲಾಗಿದೆ. [308,413,587,582]
body-text-2: 55 ವರ್ಷ ಪ್ರಾಯದ ಹೆಣ್ಣಾನೆ ಮೃತಪಟ್ಟಿದ್ದು, ಕಾಡಾನೆ ಮೃತದೇಹವನ್ನು ಪಶುವೈದ್ಯಾಧಿಕಾರಿಗಳು ಮರಣೋತ್ತರ ಪರೀಕ್ಷೆ ನಡೆಸಿದ ಬಳಿಕ ಅರಣ್ಯ ಇಲಾಖೆಯ ನಿಯಮಾನುಸಾರ ಅಂತ್ಯಸಂಸ್ಕಾರ ನೆರವೇರಿಸಲಾಯಿತು. ಅರಣ್ಯ ಸಂರಕ್ಷಣಾಧಿಕಾರಿ, ಸಹಾಯಕ ಅರಣ್ಯ ಸಂರಕ್ಷಣಾಧಿಕಾರಿ, ವಲಯ ಅರಣ್ಯಾಧಿಕಾರಿಗಳು ಹಾಗೂ ಸಿಬ್ಬಂದಿ ಸ್ಥಳದಲ್ಲಿ ಹಾಜರಿದ್ದರು. ಆನೆಯ ಸಾವಿನ ಕುರಿತು ಹೆಚ್ಚಿನ ತನಿಖೆ ನಡೆಸಲಾಗುತ್ತಿದೆ ಎಂದು ಅಧಿಕಾರಿಗಳು ತಿಳಿಸಿದ್ದಾರೆ. [1198,1419,1521,1463]
dateline: ಮೈಸೂರು: [1198,612,1228,621]
headline-top: ಚನ್ನಪಟ್ಟಣ ಬೈ ಎಲೆಕ್ಷನ್; 12ರ ಸಂಜೆ 6ಗಂಟೆಯಿಂದ ನಿಷೇಧಾಜ್ಞೆ [10,95,865,142]
article-title: ಕಾಡಾನೆ ಸಾವು [1198,1214,1521,1237]
article-groundbreaking [524,1774,1042,2405]
article-title: ಮ್ಯಾನುಯಲ್ ಸ್ಕ್ಯಾವೆಂಜರ್ಸ್ ಸಮೀಕ್ಷೆ [1198,584,1521,608]
dateline: ಚಾಮರಾಜನಗರ: [427,1389,475,1399]
divider [6,597,1190,599]
article-grant [427,605,1188,1277]
rajyotsava-photo [10,1822,511,2065]
article-title: ಸಸಿ ನೆಟ್ಟು ವಿಜಯೇಂದ್ರ ಹುಟ್ಟುಹಬ್ಬ ಆಚರಣೆ [1198,733,1521,757]
body-text: ನಗರದ ಚಾಮುಂಡೇಶ್ವರಿ ದೇವಾಲಯ ಆವರಣದಲ್ಲಿ ಬಿಜೆಪಿ ರಾಜ್ಯಾಧ್ಯಕ್ಷ ಬಿ.ವೈ.ವಿಜಯೇಂದ್ರ ಅವರ ಜನ್ಮದಿನದ ಅಂಗವಾಗಿ ಬಿಜೆಪಿ ಕಾರ್ಯಕರ್ತರು ಸಸಿ ನೆಟ್ಟು ಹುಟ್ಟುಹಬ್ಬ ಆಚರಿಸಿದರು. ಈ ವೇಳೆ ಮಾತನಾಡಿದ ಮುಖಂಡರು, ವಿಜಯೇಂದ್ರ ಅವರು ಪಕ್ಷವನ್ನು ಸಂಘಟಿಸುವ ಮೂಲಕ ರಾಜ್ಯದಲ್ಲಿ ಬಿಜೆಪಿಯನ್ನು ಬಲಪಡಿಸುತ್ತಿದ್ದಾರೆ. ಅವರ ನೇತೃತ್ವದಲ್ಲಿ ಪಕ್ಷ ಮುಂದಿನ ದಿನಗಳಲ್ಲಿ ಇನ್ನಷ್ಟು ಬಲಿಷ್ಠವಾಗಲಿದೆ. ಪರಿಸರ ಸಂರಕ್ಷಣೆಯ ಉದ್ದೇಶದಿಂದ ಸಸಿಗಳನ್ನು ನೆಡಲಾಗಿದೆ ಎಂದರು. ಈ ಸಂದರ್ಭದಲ್ಲಿ ಪಕ್ಷದ ಮುಖಂಡರು, ಕಾರ್ಯಕರ್ತರು, ಅಭಿಮಾನಿಗಳು ಉಪಸ್ಥಿತರಿದ್ದರು. [1198,761,1521,816]
dateline: ಮೈಸೂರು: [1198,131,1228,141]
body-text-2: ನಗರದ ವೈದ್ಯಕೀಯ ವಿಜ್ಞಾನಗಳ ಸಂಸ್ಥೆಯ ಬೋಧನಾ ಆಸ್ಪತ್ರೆಯಲ್ಲಿ ನವೆಂಬರ್ 5 ರಂದು ಬೆನ್ನುಹುರಿ ಮತ್ತು ನರಕ್ಕೆ ಸಂಬಂಧಿಸಿದ ಕಾಯಿಲೆಗಳಿಗೆ ಮೊದಲ ಬಾರಿಗೆ ಎಂಡೋಸ್ಕೋಪಿಕ್ ಸ್ಪೈನ್ ಸರ್ಜರಿಯ ನೇರ ಪ್ರಾತ್ಯಕ್ಷಿಕಾ ಶಸ್ತ್ರಚಿಕಿತ್ಸೆ ನಡೆಸಲಾಯಿತು. 24 ಗಂಟೆ ನಿರಂತರ ಸೇವೆ ನೀಡುವ ಮೂಲಕ ಆಸ್ಪತ್ರೆಯು ರೋಗಿಗಳಿಗೆ ಉತ್ತಮ ಚಿಕಿತ್ಸೆ ನೀಡುತ್ತಿದೆ ಎಂದು ಜಿಲ್ಲಾ ಆಸ್ಪತ್ರೆಯ ಶಸ್ತ್ರಚಿಕಿತ್ಸಾ ವಿಭಾಗದ ಮುಖ್ಯಸ್ಥರಾದ ಡಾ. ಕೃಷ್ಣಪ್ರಸಾದ್ ತಿಳಿಸಿದರು. ನಗರದ ಜಿಲ್ಲಾ ಆಸ್ಪತ್ರೆಯಲ್ಲಿ ಪತ್ರಕರ್ತರೊಂದಿಗೆ ಮಾತನಾಡಿದ ಅವರು, ಮೊದಲ ಬಾರಿಗೆ ಇಂತಹ ಶಸ್ತ್ರಚಿಕಿತ್ಸೆಯನ್ನು ಯಶಸ್ವಿಯಾಗಿ ನಡೆಸಲಾಗಿದೆ. ರಾಜ್ಯದ ವಿವಿಧ ವೈದ್ಯಕೀಯ ಕಾಲೇಜುಗಳಿಂದ ಬಂದಿದ್ದ ತಜ್ಞ ವೈದ್ಯರು ಈ ಪ್ರಾತ್ಯಕ್ಷಿಕೆಯಲ್ಲಿ ಭಾಗವಹಿಸಿದ್ದರು. ಈ ಶಸ್ತ್ರಚಿಕಿತ್ಸೆಯಿಂದ ರೋಗಿಗಳು ಶೀಘ್ರವಾಗಿ ಗುಣಮುಖರಾಗುತ್ತಾರೆ. ಖಾಸಗಿ ಆಸ್ಪತ್ರೆಗಳಲ್ಲಿ ಲಕ್ಷಾಂತರ ರೂ. ವೆಚ್ಚವಾಗುವ ಈ ಶಸ್ತ್ರಚಿಕಿತ್ಸೆಯನ್ನು ಉಚಿತವಾಗಿ ನೀಡಲಾಗುತ್ತಿದೆ. ಆಯುಷ್ಮಾನ್ ಭಾರತ್ ಆರೋಗ್ಯ ಕರ್ನಾಟಕ ಕಾರ್ಡ್ ಹೊಂದಿರುವವರು ಈ ಸೌಲಭ್ಯವನ್ನು ಪಡೆಯಬಹುದು. ಸಾರ್ವಜನಿಕರು ಸರ್ಕಾರಿ ಆಸ್ಪತ್ರೆಯ ಸೇವೆಗಳನ್ನು ಸದುಪಯೋಗಪಡಿಸಿಕೊಳ್ಳಬೇಕು ಎಂದು ಮನವಿ ಮಾಡಿದರು. ಈ ವೇಳೆ ವೈದ್ಯಕೀಯ ವಿಜ್ಞಾನಗಳ ಸಂಸ್ಥೆಯ ನಿರ್ದೇಶಕರು, ವೈದ್ಯಕೀಯ ಅಧೀಕ್ಷಕರು ಹಾಗೂ ವೈದ್ಯರು ಹಾಜರಿದ್ದರು. [678,1624,945,1758]
box-title: ಮದ್ಯ ಮಾರಾಟ, ಹಂಚಿಕೆ, ಸಾಗಣೆ ನಿಷೇಧ [599,177,816,197]
article-application-extension [1198,104,1521,581]
divider [419,605,420,1277]
page-number: 3 [1466,1,1514,87]
body-text: ಚನ್ನಪಟ್ಟಣ ವಿಧಾನಸಭಾ ಕ್ಷೇತ್ರದ ಉಪ ಚುನಾವಣೆಗೆ ಸಂಬಂಧಿಸಿದಂತೆ ನ.13 ರಂದು ಮತದಾನ ನಡೆಯಲಿದೆ. ಸಾರ್ವಜನಿಕ ಶಾಂತಿ ಸುವ್ಯವಸ್ಥೆಯನ್ನು ಕಾಪಾಡುವ ಮೂಲಕ ಮುಕ್ತ ಮತ್ತು ನ್ಯಾಯ ಸಮ್ಮತ ಹಾಗೂ ನಿಷ್ಪಕ್ಷಪಾತವಾಗಿ ಚುನಾವಣೆಯನ್ನು ನಡೆಸುವ ನಿಟ್ಟಿನಲ್ಲಿ ಭಾರತೀಯ ನಾಗರಿಕ ಸುರಕ್ಷಾ ಸಂಹಿತೆ 2023ರ ಕಲಂ 163ರಡಿ ರಾಮನಗರ ಜಿಲ್ಲೆ ಚನ್ನಪಟ್ಟಣ ವಿಧಾನಸಭಾ ಕ್ಷೇತ್ರ ವ್ಯಾಪ್ತಿಯಲ್ಲಿ 2024ರ ನ.12ರ ಮಂಗಳವಾರ ಸಂಜೆ 6 ಗಂಟೆಯಿಂದ ನ.14ರ ಗುರುವಾರ ಬೆಳಿಗ್ಗೆ 6 ಗಂಟೆಯ ವರೆಗೆ ವಿವಿಧ ಷರತ್ತುಗಳನ್ನು ವಿಧಿಸಿ ನಿಷೇಧಾಜ್ಞೆಯನ್ನು ಜಾರಿಗೊಳಿಸಲಾಗಿದೆ. ನಿಷೇಧಿತ ಅವಧಿಯಲ್ಲಿ ಯಾವುದೇ ಬಹಿರಂಗ ಸಾರ್ವಜನಿಕ ಸಭೆ, ಸಮಾರಂಭ, ಜಾಥಾ, ಮೆರವಣಿಗೆ ಇತ್ಯಾದಿಗಳನ್ನು ನಡೆಸುವುದನ್ನು ನಿರ್ಬಂಧಿಸಲಾಗಿದೆ. ಈ ಅವಧಿಯಲ್ಲಿ ಐದಕ್ಕಿಂತ ಹೆಚ್ಚು ಜನರ ಗುಂಪುಗೂಡುವುದನ್ನು ನಿಷೇಧಿಸಿದೆ. ಮತದಾನ ಮುಕ್ತಾಯದ ಮುಂಚಿನ 48 ಗಂಟೆಗಳ ಅವಧಿಯಲ್ಲಿ ಯಾವುದೇ ಬಹಿರಂಗ ಪ್ರಚಾರ ಸಭೆ, ಸಮಾರಂಭ ಮತ್ತು ಮೆರವಣಿಗೆ ನಡೆಸುವುದನ್ನು ನಿಷೇಧಿಸಲಾಗಿರುತ್ತದೆ. ವಿವಿಧ ಅಭ್ಯರ್ಥಿಗಳ ಬೆಂಬಲಿಗರು ಚುನಾವಣಾ ಪ್ರಚಾರಕ್ಕಾಗಿ ಬರುವ ಮತದಾರರಲ್ಲದ ಕಾರ್ಯಕರ್ತರು ಕ್ಷೇತ್ರವನ್ನು ತೊರೆಯಬೇಕು. ವಿವಿಧ ಅನುಮತಿ ಪಡೆದ ವಾಹನಗಳ ಬಳಕೆಗೆ ಸಂಬಂಧಿಸಿದಂತೆ ನಿಯಮಗಳು ಅನ್ವಯವಾಗುತ್ತವೆ. ಯಾವುದೇ ರೀತಿಯ ಆಯುಧಗಳು, ಮಾರಕಾಸ್ತ್ರಗಳನ್ನು ಹಿಡಿದುಕೊಂಡು ಓಡಾಡುವುದನ್ನು, ಸ್ಫೋಟಕ ವಸ್ತುಗಳನ್ನು ಸಂಗ್ರಹಿಸುವುದನ್ನು ನಿಷೇಧಿಸಲಾಗಿದೆ. [10,172,301,329]
body-text: ವಿಕಲಚೇತನರ ಹಾಗೂ ಹಿರಿಯ ನಾಗರಿಕರ ಸಬಲೀಕರಣ ಇಲಾಖೆ ವತಿಯಿಂದ 2024-25ನೇ ಸಾಲಿಗೆ ಜಿಲ್ಲೆಯ ಬಡತನ ರೇಖೆಗಿಂತ ಕೆಳಗಿರುವ ಕುಟುಂಬದ ಅಂಗವಿಕಲರಿಗೆ ನಿರಾಮಯ ಆರೋಗ್ಯ ವಿಮಾ ಯೋಜನೆಯ ಕಾರ್ಡ್ ನೀಡಲು ಅರ್ಜಿ ಆಹ್ವಾನಿಸಲಾಗಿದೆ. ಬುದ್ಧಿಮಾಂದ್ಯ, ಸೆರೆಬ್ರಲ್ ಪಾಲ್ಸಿ, ಆಟಿಸಂ ಮತ್ತು ಬಹುವಿಧ ಅಂಗವಿಕಲತೆ ಹೊಂದಿರುವವರು ಅರ್ಜಿ ಸಲ್ಲಿಸಬಹುದು. ಅರ್ಹ ಫಲಾನುಭವಿಗಳು ನಿರಾಮಯ ಆರೋಗ್ಯ ವಿಮಾ ಯೋಜನೆಯ ಕಾರ್ಡ್ ಪಡೆಯಲು ತಾಲ್ಲೂಕು ಕಚೇರಿಗಳ ಗ್ರಾಮೀಣ ಪುನರ್ವಸತಿ ಕಾರ್ಯಕರ್ತರು, ನಗರ ಪುನರ್ವಸತಿ ಕಾರ್ಯಕರ್ತರನ್ನು ಸಂಪರ್ಕಿಸಿ ಅರ್ಜಿ ಸಲ್ಲಿಸಬಹುದು. ಹೆಚ್ಚಿನ ಮಾಹಿತಿಗಾಗಿ ಜಿಲ್ಲಾ ಅಂಗವಿಕಲರ ಕಲ್ಯಾಣಾಧಿಕಾರಿಗಳ ಕಚೇರಿ ದೂ.ಸಂ: 08226-223688, 224688 ಹಾಗೂ ತಾಲ್ಲೂಕು ಕಾರ್ಯಕರ್ತರು (ಮೊ.ಸಂ 8073716208), ಕೊಳ್ಳೇಗಾಲ (ಮೊ.ಸಂ 7892715408), ಯಳಂದೂರು (ಮೊ.ಸಂ 9742423332), ಹನೂರು (ಮೊ.ಸಂ 9740164149) ಅವರನ್ನು ಸಂಪರ್ಕಿಸಬಹುದು ಎಂದು ಜಿಲ್ಲಾ ಅಂಗವಿಕಲರ ಕಲ್ಯಾಣಾಧಿಕಾರಿಗಳು ಪ್ರಕಟಣೆಯಲ್ಲಿ ತಿಳಿಸಿದ್ದಾರೆ. [180,1373,414,1519]
masthead-rule [1196,44,1313,46]
masthead [1196,5,1463,83]
surgery-photo [678,1388,945,1615]
article-title: ಶೇ.5 ಅನುದಾನ ಮೀಸಲಿಡಿ [601,623,1014,678]
body-text: ಜಿಲ್ಲೆಯ ಹನೂರು ತಾಲ್ಲೂಕಿನ ಅರಣ್ಯ ಪ್ರದೇಶದಲ್ಲಿ ಕಾಡಾನೆಯೊಂದು ಮೃತಪಟ್ಟಿರುವ ಘಟನೆ ನಡೆದಿದೆ. [1247,1241,1515,1251]
sapling-photo [1198,978,1521,1140]
body-text: ತಾಲ್ಲೂಕಿನ ಹರದನಹಳ್ಳಿ ಹಾಗೂ ವಿವಿಧ ಗ್ರಾಮಗಳಲ್ಲಿ ಲೋಕೋಪಯೋಗಿ ಇಲಾಖೆ ವತಿಯಿಂದ ಕೈಗೊಂಡಿರುವ ರಸ್ತೆ ಹಾಗೂ ಚರಂಡಿ ಅಭಿವೃದ್ಧಿ ಕಾಮಗಾರಿಗಳಿಗೆ ಶಾಸಕ ಸಿ.ಪುಟ್ಟರಂಗಶೆಟ್ಟಿ ಭೂಮಿಪೂಜೆ ನೆರವೇರಿಸಿದರು. ಬಳಿಕ ಮಾತನಾಡಿದ ಅವರು, ಕ್ಷೇತ್ರದ ಪ್ರತಿ ಗ್ರಾಮದಲ್ಲೂ ಮೂಲಭೂತ ಸೌಕರ್ಯ ಒದಗಿಸಲು ಆದ್ಯತೆ ನೀಡಲಾಗಿದೆ. ರಾಜ್ಯ ಸರ್ಕಾರದಿಂದ ಕ್ಷೇತ್ರದ ಅಭಿವೃದ್ಧಿಗೆ ಹೆಚ್ಚಿನ ಅನುದಾನ ಬಿಡುಗಡೆಯಾಗಿದೆ. 1 ಕೋಟಿ ರೂ.ವೆಚ್ಚದಲ್ಲಿ ರಸ್ತೆ ಕಾಮಗಾರಿ ಕೈಗೊಳ್ಳಲಾಗುವುದು. ಗುಣಮಟ್ಟದ ಕಾಮಗಾರಿಯನ್ನು ನಿಗದಿತ ಅವಧಿಯಲ್ಲಿ ಪೂರ್ಣಗೊಳಿಸಬೇಕು ಎಂದು ಗುತ್ತಿಗೆದಾರರಿಗೆ ಸೂಚಿಸಿದರು. ಈ ಸಂದರ್ಭದಲ್ಲಿ ಗ್ರಾಮ ಪಂಚಾಯಿತಿ ಅಧ್ಯಕ್ಷರು, ಸದಸ್ಯರು, ಲೋಕೋಪಯೋಗಿ ಇಲಾಖೆ ಅಧಿಕಾರಿಗಳು, ಮುಖಂಡರು ಹಾಗೂ ಗ್ರಾಮಸ್ಥರು ಉಪಸ್ಥಿತರಿದ್ದರು. [524,1852,1042,1907]
dateline: ಕೋಲಾರ: [10,655,39,664]
article-title: 50 ದಿನಗಳ ಸರಣಿ ರಾಜ್ಯೋತ್ಸವ [91,1774,430,1811]
article-kicker: ಆಯುಕ್ತ ದಾಸ್ ಸೂರ್ಯವಂಶಿ ಅಧಿಕಾರಿಗಳಿಗೆ ಸೂಚನೆ [670,605,945,624]
divider [421,1285,1190,1287]
dateline: ಕೋಲಾರ: [427,703,456,713]
groundbreaking-photo [524,2075,1042,2334]
article-title: ನಿರಾಮಯ ಆರೋಗ್ಯ ವಿಮಾ ಯೋಜನೆಯ ಕಾರ್ಡ್ ಪಡೆಯಲು ವಿಶೇಷಚೇತನರಿಂದ ಅರ್ಜಿ ಆಹ್ವಾನ [21,1291,403,1336]
grant-body-columns: ಸರ್ಕಾರ ಜಾರಿಗೆ ತರುವ ವಿವಿಧ ಯೋಜನೆ ಮತ್ತು ಅನುದಾನಗಳಲ್ಲಿ ಶೇಕಡಾ 5ರಷ್ಟು ಅನುದಾನವನ್ನು ವಿಕಲಚೇತನರಿಗೆ ಮೀಸಲಿಡಬೇಕು ಎಂದು ಅಂಗವಿಕಲ ವ್ಯಕ್ತಿಗಳ ಅಧಿನಿಯಮದ ಆಯುಕ್ತ ದಾಸ್ ಸೂರ್ಯವಂಶಿ ಅಧಿಕಾರಿಗಳಿಗೆ ಸೂಚನೆ ನೀಡಿದರು. ಜಿಲ್ಲಾಧಿಕಾರಿಗಳ ಸಭಾಂಗಣದಲ್ಲಿ ನಡೆದ ವಿಕಲಚೇತನರ ಕಲ್ಯಾಣ ಕುರಿತ ಪ್ರಗತಿ ಪರಿಶೀಲನಾ ಸಭೆಯಲ್ಲಿ ಮಾತನಾಡಿದ ಅವರು, ಸರ್ಕಾರದ ಆದೇಶದಂತೆ ಶೇ.5ರಷ್ಟು ಅನುದಾನವನ್ನು ವಿಕಲಚೇತನರ ಕಲ್ಯಾಣಕ್ಕೆ ಬಳಸಬೇಕು. ಜಿಲ್ಲೆಯ 1027 ವಿಕಲಚೇತನ ವಿದ್ಯಾರ್ಥಿಗಳು 1 ರಿಂದ 10ನೇ ತರಗತಿಯಲ್ಲಿ ವ್ಯಾಸಂಗ ಮಾಡುತ್ತಿದ್ದು, ಅವರಿಗೆ ಅಗತ್ಯ ಸೌಲಭ್ಯಗಳನ್ನು ಒದಗಿಸಬೇಕು. ಮಾನಸಿಕ ವಿಕಲಚೇತನರನ್ನು ಪೋಷಿಸುವ ಪೋಷಕರಿಗೆ ನೆರವು ನೀಡಬೇಕು. ಗ್ರಾಮ ಪಂಚಾಯಿತಿ ಮಟ್ಟದಲ್ಲಿ ವಿಕಲಚೇತನರ ಸಮೀಕ್ಷೆ ನಡೆಸಿ ಅವರಿಗೆ ಯುಡಿಐಡಿ ಕಾರ್ಡ್ ವಿತರಿಸಬೇಕು. ಈ ಸಂದರ್ಭದಲ್ಲಿ ಜಿಲ್ಲಾ ಪಂಚಾಯಿತಿ ಮುಖ್ಯ ಕಾರ್ಯನಿರ್ವಾಹಕ ಅಧಿಕಾರಿ, ಅಪರ ಜಿಲ್ಲಾಧಿಕಾರಿ ಹಾಗೂ ವಿವಿಧ ಇಲಾಖೆಗಳ ಅಧಿಕಾರಿಗಳು ಉಪಸ್ಥಿತರಿದ್ದರು. ವಿಕಲಚೇತನರಿಗೆ ಸಾಧನ ಸಲಕರಣೆಗಳನ್ನು ಸಕಾಲದಲ್ಲಿ ವಿತರಿಸಬೇಕು, ಪುನರ್ವಸತಿ ಕಾರ್ಯಕರ್ತರು ಗ್ರಾಮಮಟ್ಟದಲ್ಲಿ ಸಕ್ರಿಯವಾಗಿ ಕಾರ್ಯನಿರ್ವಹಿಸಬೇಕು ಎಂದು ಸೂಚಿಸಿದರು. ಜಿಲ್ಲೆಯ ವಿಕಲಚೇತನರ ಸೌಲಭ್ಯಗಳನ್ನು ಸಮರ್ಪಕವಾಗಿ ತಲುಪಿಸುವಲ್ಲಿ ಯಾವುದೇ ನಿರ್ಲಕ್ಷ್ಯ ತೋರಬಾರದು. ಶಿಕ್ಷಣ, ಆರೋಗ್ಯ, ಉದ್ಯೋಗ ಕ್ಷೇತ್ರಗಳಲ್ಲಿ ವಿಕಲಚೇತನರಿಗೆ ಆದ್ಯತೆ ನೀಡಬೇಕು. ನರೇಗಾ ಯೋಜನೆಯಡಿ ವಿಕಲಚೇತನರಿಗೆ ಕೆಲಸ ನೀಡಬೇಕು ಹಾಗೂ ಪುನರ್ವಸತಿ ಸೌಲಭ್ಯಗಳನ್ನು ಕಲ್ಪಿಸಬೇಕು ಎಂದರು. [427,897,1188,964]
building-photo [308,172,583,406]
article-maize-field-day [1055,1774,1521,2405]
article-sapling-birthday [1198,733,1521,1210]
divider [6,1766,1523,1767]
divider [1190,95,1191,1762]
article-title: ಮೆಕ್ಕೆ ಜೋಳದ ಕ್ಷೇತ್ರೋತ್ಸವ [1166,1774,1410,1805]
